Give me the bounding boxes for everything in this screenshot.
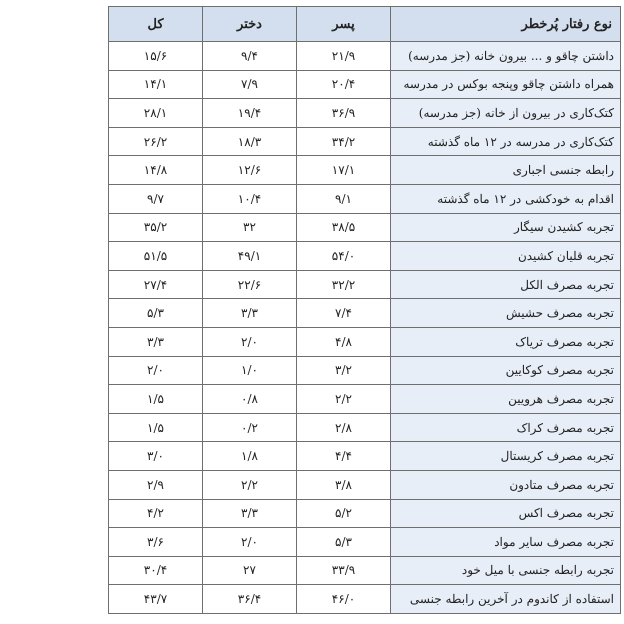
- table-row: [109, 556, 621, 585]
- behavior-cell: تجربه کشیدن سیگار: [391, 213, 621, 242]
- total-cell: ۴۳/۷: [109, 585, 203, 614]
- boys-cell: ۳۴/۲: [297, 127, 391, 156]
- boys-cell: ۲/۸: [297, 413, 391, 442]
- table-row: [109, 70, 621, 99]
- total-cell: ۲/۹: [109, 470, 203, 499]
- behavior-cell: تجربه مصرف سایر مواد: [391, 528, 621, 557]
- total-cell: ۲/۰: [109, 356, 203, 385]
- total-cell: ۳/۶: [109, 528, 203, 557]
- table-row: [109, 99, 621, 128]
- behavior-cell: تجربه مصرف کراک: [391, 413, 621, 442]
- girls-cell: ۳/۳: [203, 499, 297, 528]
- table-row: [109, 299, 621, 328]
- table-row: [109, 184, 621, 213]
- girls-cell: ۳/۳: [203, 299, 297, 328]
- boys-cell: ۱۷/۱: [297, 156, 391, 185]
- behavior-cell: تجربه مصرف هرویین: [391, 385, 621, 414]
- girls-cell: ۹/۴: [203, 42, 297, 71]
- total-cell: ۲۸/۱: [109, 99, 203, 128]
- total-cell: ۳۰/۴: [109, 556, 203, 585]
- risk-behavior-table: [108, 6, 621, 614]
- girls-cell: ۱۰/۴: [203, 184, 297, 213]
- girls-cell: ۲۲/۶: [203, 270, 297, 299]
- table-row: [109, 413, 621, 442]
- table-row: [109, 213, 621, 242]
- girls-cell: ۲/۲: [203, 470, 297, 499]
- girls-cell: ۲/۰: [203, 528, 297, 557]
- boys-cell: ۹/۱: [297, 184, 391, 213]
- girls-cell: ۱/۸: [203, 442, 297, 471]
- boys-cell: ۵۴/۰: [297, 242, 391, 271]
- table-row: [109, 242, 621, 271]
- girls-cell: ۱/۰: [203, 356, 297, 385]
- boys-cell: ۲۰/۴: [297, 70, 391, 99]
- table-body: [109, 42, 621, 614]
- boys-cell: ۳۸/۵: [297, 213, 391, 242]
- girls-cell: ۳۲: [203, 213, 297, 242]
- behavior-cell: تجربه مصرف حشیش: [391, 299, 621, 328]
- header-behavior: نوع رفتار پُرخطر: [391, 7, 621, 42]
- header-boys: پسر: [297, 7, 391, 42]
- behavior-cell: تجربه مصرف الکل: [391, 270, 621, 299]
- table-row: [109, 42, 621, 71]
- boys-cell: ۴۶/۰: [297, 585, 391, 614]
- girls-cell: ۱۹/۴: [203, 99, 297, 128]
- table-row: [109, 327, 621, 356]
- header-girls: دختر: [203, 7, 297, 42]
- table-row: [109, 585, 621, 614]
- table-row: [109, 528, 621, 557]
- boys-cell: ۵/۳: [297, 528, 391, 557]
- boys-cell: ۷/۴: [297, 299, 391, 328]
- girls-cell: ۳۶/۴: [203, 585, 297, 614]
- total-cell: ۱۴/۸: [109, 156, 203, 185]
- behavior-cell: تجربه مصرف متادون: [391, 470, 621, 499]
- girls-cell: ۱۲/۶: [203, 156, 297, 185]
- boys-cell: ۳/۸: [297, 470, 391, 499]
- header-total: کل: [109, 7, 203, 42]
- behavior-cell: تجربه رابطه جنسی با میل خود: [391, 556, 621, 585]
- boys-cell: ۳۳/۹: [297, 556, 391, 585]
- total-cell: ۹/۷: [109, 184, 203, 213]
- behavior-cell: همراه داشتن چاقو وپنجه بوکس در مدرسه: [391, 70, 621, 99]
- behavior-cell: کتک‌کاری در بیرون از خانه (جز مدرسه): [391, 99, 621, 128]
- behavior-cell: تجربه قلیان کشیدن: [391, 242, 621, 271]
- boys-cell: ۴/۸: [297, 327, 391, 356]
- behavior-cell: تجربه مصرف اکس: [391, 499, 621, 528]
- total-cell: ۳/۰: [109, 442, 203, 471]
- table-row: [109, 442, 621, 471]
- total-cell: ۱۵/۶: [109, 42, 203, 71]
- total-cell: ۳/۳: [109, 327, 203, 356]
- table-row: [109, 127, 621, 156]
- table-row: [109, 356, 621, 385]
- total-cell: ۴/۲: [109, 499, 203, 528]
- total-cell: ۲۶/۲: [109, 127, 203, 156]
- total-cell: ۵۱/۵: [109, 242, 203, 271]
- table-row: [109, 470, 621, 499]
- boys-cell: ۳/۲: [297, 356, 391, 385]
- header-row: [109, 7, 621, 42]
- behavior-cell: تجربه مصرف تریاک: [391, 327, 621, 356]
- boys-cell: ۳۲/۲: [297, 270, 391, 299]
- table-row: [109, 385, 621, 414]
- behavior-cell: تجربه مصرف کریستال: [391, 442, 621, 471]
- girls-cell: ۴۹/۱: [203, 242, 297, 271]
- girls-cell: ۷/۹: [203, 70, 297, 99]
- behavior-cell: رابطه جنسی اجباری: [391, 156, 621, 185]
- total-cell: ۱/۵: [109, 385, 203, 414]
- total-cell: ۲۷/۴: [109, 270, 203, 299]
- table-row: [109, 156, 621, 185]
- behavior-cell: استفاده از کاندوم در آخرین رابطه جنسی: [391, 585, 621, 614]
- boys-cell: ۴/۴: [297, 442, 391, 471]
- boys-cell: ۲/۲: [297, 385, 391, 414]
- behavior-cell: کتک‌کاری در مدرسه در ۱۲ ماه گذشته: [391, 127, 621, 156]
- girls-cell: ۱۸/۳: [203, 127, 297, 156]
- boys-cell: ۳۶/۹: [297, 99, 391, 128]
- total-cell: ۱۴/۱: [109, 70, 203, 99]
- boys-cell: ۵/۲: [297, 499, 391, 528]
- total-cell: ۳۵/۲: [109, 213, 203, 242]
- girls-cell: ۲۷: [203, 556, 297, 585]
- boys-cell: ۲۱/۹: [297, 42, 391, 71]
- behavior-cell: تجربه مصرف کوکایین: [391, 356, 621, 385]
- girls-cell: ۰/۸: [203, 385, 297, 414]
- girls-cell: ۰/۲: [203, 413, 297, 442]
- total-cell: ۱/۵: [109, 413, 203, 442]
- behavior-cell: اقدام به خودکشی در ۱۲ ماه گذشته: [391, 184, 621, 213]
- girls-cell: ۲/۰: [203, 327, 297, 356]
- behavior-cell: داشتن چاقو و ... بیرون خانه (جز مدرسه): [391, 42, 621, 71]
- total-cell: ۵/۳: [109, 299, 203, 328]
- table-row: [109, 270, 621, 299]
- table-row: [109, 499, 621, 528]
